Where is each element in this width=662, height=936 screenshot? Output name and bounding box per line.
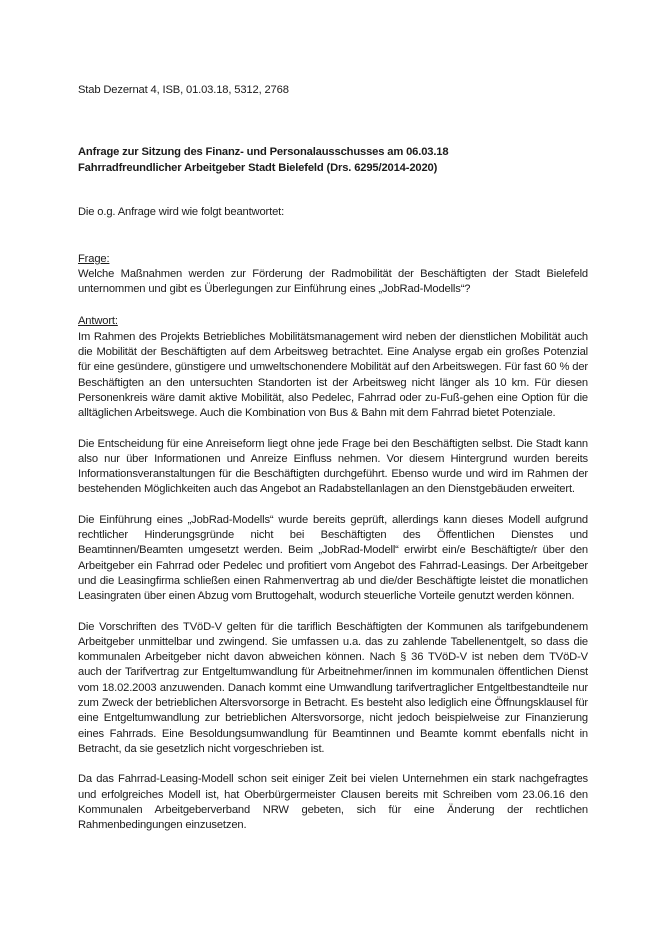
answer-paragraph-2: Die Entscheidung für eine Anreiseform liegt ohne jede Frage bei den Beschäftigten selbst. Die Stadt kann also nur über Informationen und Anreize Einfluss nehmen. Vor diesem Hintergrund wurden bereits Informationsveranstaltungen für die Beschäftigten durchgeführt. Ebenso wurde und wird im Rahmen der bestehenden Möglichkeiten auch das Angebot an Radabstellanlagen an den Dienstgebäuden erweitert.	[78, 437, 588, 496]
intro-line: Die o.g. Anfrage wird wie folgt beantwortet:	[78, 206, 285, 219]
answer-paragraph-1: Im Rahmen des Projekts Betriebliches Mobilitätsmanagement wird neben der dienstlichen Mobilität auch die Mobilität der Beschäftigten auf dem Arbeitsweg betrachtet. Eine Analyse ergab ein großes Potenzial für eine gesündere, günstigere und umweltschonendere Mobilität auf den Arbeitswegen. Für fast 60 % der Beschäftigten an den untersuchten Standorten ist der Arbeitsweg nicht länger als 10 km. Für diesen Personenkreis wäre damit aktive Mobilität, also Pedelec, Fahrrad oder zu-Fuß-gehen eine Option für die alltäglichen Arbeitswege. Auch die Kombination von Bus & Bahn mit dem Fahrrad bietet Potenziale.	[78, 330, 588, 420]
question-section	[78, 252, 588, 298]
answer-paragraph-4: Die Vorschriften des TVöD-V gelten für die tariflich Beschäftigten der Kommunen als tarifgebundenem Arbeitgeber unmittelbar und zwingend. Sie umfassen u.a. das zu zahlende Tabellenentgelt, so dass die kommunalen Arbeitgeber nicht davon abweichen können. Nach § 36 TVöD-V ist neben dem TVöD-V auch der Tarifvertrag zur Entgeltumwandlung für Arbeitnehmer/innen im kommunalen öffentlichen Dienst vom 18.02.2003 anzuwenden. Danach kommt eine Umwandlung tarifvertraglicher Entgeltbestandteile nur zum Zweck der betrieblichen Altersvorsorge in Betracht. Es besteht also lediglich eine Öffnungsklausel für eine Entgeltumwandlung zur betrieblichen Altersvorsorge, nicht jedoch beispielweise zur Finanzierung eines Fahrrads. Eine Besoldungsumwandlung für Beamtinnen und Beamte kommt ebenfalls nicht in Betracht, da sie gesetzlich nicht vorgeschrieben ist.	[78, 620, 588, 755]
answer-paragraph-3: Die Einführung eines „JobRad-Modells“ wurde bereits geprüft, allerdings kann dieses Modell aufgrund rechtlicher Hinderungsgründe nicht bei Beschäftigten des Öffentlichen Dienstes und Beamtinnen/Beamten umgesetzt werden. Beim „JobRad-Modell“ erwirbt ein/e Beschäftigte/r über den Arbeitgeber ein Fahrrad oder Pedelec und profitiert vom Angebot des Fahrrad-Leasings. Der Arbeitgeber und die Leasingfirma schließen einen Rahmenvertrag ab und die/der Beschäftigte leistet die monatlichen Leasingraten über einen Abzug vom Bruttogehalt, wodurch steuerliche Vorteile genutzt werden können.	[78, 513, 588, 603]
document-title-line2: Fahrradfreundlicher Arbeitgeber Stadt Bielefeld (Drs. 6295/2014-2020)	[78, 162, 438, 175]
answer-paragraph-5: Da das Fahrrad-Leasing-Modell schon seit einiger Zeit bei vielen Unternehmen ein stark nachgefragtes und erfolgreiches Modell ist, hat Oberbürgermeister Clausen bereits mit Schreiben vom 23.06.16 den Kommunalen Arbeitgeberverband NRW gebeten, sich für eine Änderung der rechtlichen Rahmenbedingungen einzusetzen.	[78, 773, 588, 832]
document-title	[78, 144, 588, 176]
question-label: Frage:	[78, 252, 110, 265]
document-title-line1: Anfrage zur Sitzung des Finanz- und Personalausschusses am 06.03.18	[78, 146, 449, 159]
document-header-line: Stab Dezernat 4, ISB, 01.03.18, 5312, 2768	[78, 84, 289, 96]
answer-section	[78, 314, 588, 833]
question-text: Welche Maßnahmen werden zur Förderung der Radmobilität der Beschäftigten der Stadt Bielefeld unternommen und gibt es Überlegungen zur Einführung eines „JobRad-Modells“?	[78, 267, 588, 296]
answer-label: Antwort:	[78, 315, 118, 328]
